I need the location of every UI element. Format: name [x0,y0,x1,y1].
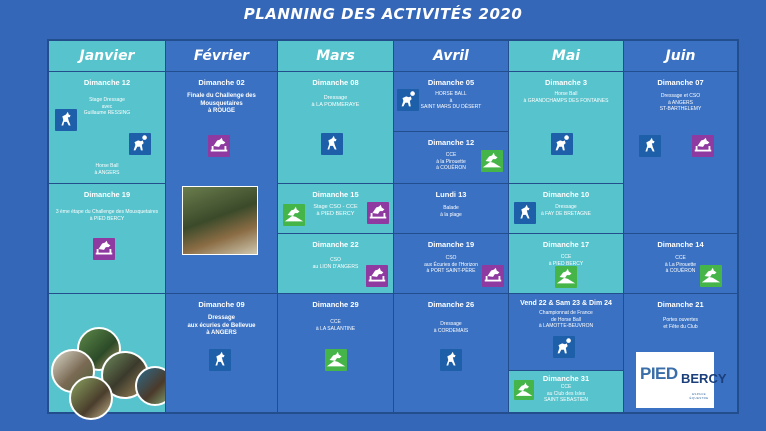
event-line: à ANGERS [94,169,120,176]
event-fevrier-09 [165,293,278,413]
logo-tagline: ESPACE ÉQUESTRE [689,392,709,400]
month-header-fevrier [165,40,278,72]
event-day: Dimanche 22 [312,240,359,249]
event-day: Dimanche 02 [198,78,245,87]
event-day: Dimanche 07 [657,78,704,87]
event-line: aux écuries de Bellevue [187,322,256,329]
photo-circle [69,376,113,420]
event-day: Dimanche 14 [657,240,704,249]
event-day: Dimanche 09 [198,300,245,309]
event-juin-14 [623,233,738,294]
event-day: Dimanche 29 [312,300,359,309]
event-mars-08 [277,71,394,184]
event-day: Dimanche 15 [312,190,359,199]
event-janvier-12 [48,71,166,184]
dressage-icon [209,349,231,371]
event-mars-22 [277,233,394,294]
event-day: Dimanche 26 [427,300,475,309]
event-line: à LAMOTTE-BEUVRON [538,323,594,329]
event-line: Mousquetaires [200,100,243,107]
event-line: au Club des Isles [546,390,586,397]
event-day: Dimanche 12 [83,78,131,87]
cce-icon [555,266,577,288]
event-avril-05 [393,71,509,132]
cso-icon [366,265,388,287]
month-header-mars [277,40,394,72]
event-line: CCE [445,152,457,158]
event-mai-03 [508,71,624,184]
logo-text: PIED [640,364,678,383]
event-line: à ROUGE [207,108,235,114]
event-mars-15 [277,183,394,234]
event-line: Dressage [555,204,577,210]
event-day: Dimanche 31 [542,374,590,383]
event-line: à FAY DE BRETAGNE [540,210,591,217]
event-line: HORSE BALL [435,91,467,97]
event-text [166,93,277,116]
event-avril-19 [393,233,509,294]
cso-icon [692,135,714,157]
event-avril-12 [393,131,509,184]
month-label: Mai [551,48,581,64]
event-line: Dressage [323,95,348,101]
pied-bercy-logo [636,352,727,408]
event-day: Dimanche 3 [544,78,588,87]
month-label: Juin [665,48,696,64]
event-line: à COUËRON [436,165,466,171]
event-janvier-19 [48,183,166,294]
event-line: CCE [560,384,572,390]
event-photo [182,186,258,255]
event-line: de Horse Ball [550,316,581,323]
event-text [166,315,277,338]
event-line: au LION D'ANGERS [312,263,359,270]
event-line: 3 ème étape du Challenge des Mousquetaires [55,209,159,215]
event-line: Dressage [207,315,236,321]
event-line: à PORT SAINT-PÈRE [426,268,476,274]
event-line: CCE [560,254,572,260]
event-line: à PIED BERCY [548,260,584,267]
month-header-mai [508,40,624,72]
event-line: SAINT MARS DU DÉSERT [420,104,482,110]
month-label: Avril [433,48,469,64]
month-label: Janvier [79,48,135,64]
event-day: Dimanche 05 [427,78,475,87]
event-line: Dressage et CSO [660,93,701,99]
event-text [49,209,165,222]
photo-collage-cell [48,293,166,413]
dressage-icon [639,135,661,157]
event-line: à la plage [440,211,462,218]
month-header-janvier [48,40,166,72]
event-line: Guillaume RESSING [83,110,131,116]
dressage-icon [55,109,77,131]
event-text [278,95,393,108]
event-line: Horse Ball [554,91,578,97]
event-line: CCE [675,255,686,261]
horse-ball-icon [551,133,573,155]
event-day: Dimanche 10 [542,190,590,199]
event-text [49,163,165,176]
event-text [624,317,737,330]
event-line: à ANGERS [667,99,693,106]
cso-icon [93,238,115,260]
event-line: à LA SALANTINE [315,325,356,332]
event-line: à la Pirouette [436,158,466,165]
event-line: Stage Dressage [89,97,125,103]
cso-icon [367,202,389,224]
event-line: et Fête du Club [663,323,698,330]
event-text [394,321,508,334]
event-day: Lundi 13 [435,190,467,199]
horse-ball-icon [397,89,419,111]
page-title: PLANNING DES ACTIVITÉS 2020 [243,5,523,23]
month-label: Février [193,48,250,64]
cce-icon [514,380,534,400]
event-mai-22-24 [508,293,624,371]
event-line: Horse Ball [95,163,119,169]
event-line: Finale du Challenge des [187,93,256,99]
event-line: ST-BARTHELEMY [659,106,702,112]
event-day: Dimanche 21 [657,300,704,309]
event-line: avec [101,103,113,110]
event-line: à La Pirouette [664,261,697,268]
event-line: SAINT SEBASTIEN [543,397,589,403]
event-juin-21 [623,293,738,413]
event-line: à LA POMMERAYE [311,101,360,108]
event-juin-07 [623,71,738,234]
event-line: à ANGERS [206,330,237,336]
event-text [624,93,737,113]
planning-grid [47,39,739,414]
logo-text: BERCY [681,371,727,386]
event-day: Dimanche 19 [427,240,475,249]
horse-ball-icon [129,133,151,155]
event-mai-17 [508,233,624,294]
event-avril-26 [393,293,509,413]
cso-icon [208,135,230,157]
cce-icon [283,204,305,226]
event-line: à PIED BERCY [89,215,125,222]
event-day: Vend 22 & Sam 23 & Dim 24 [520,300,612,307]
event-line: CCE [330,319,341,325]
dressage-icon [440,349,462,371]
event-text [509,91,623,104]
event-text [394,205,508,218]
event-line: à PIED BERCY [316,210,355,217]
event-text [509,310,623,330]
dressage-icon [321,133,343,155]
event-line: CSO [330,257,341,263]
event-line: à [449,97,453,104]
event-mai-31 [508,370,624,413]
event-line: Championnat de France [539,310,593,316]
event-line: à CORDEMAIS [433,327,469,334]
month-header-juin [623,40,738,72]
event-mai-10 [508,183,624,234]
event-line: Portes ouvertes [662,317,699,323]
event-day: Dimanche 12 [427,138,475,147]
event-line: Stage CSO - CCE [313,204,358,210]
event-mars-29 [277,293,394,413]
cce-icon [481,150,503,172]
month-header-avril [393,40,509,72]
event-line: aux Écuries de l'Horizon [424,261,478,268]
cce-icon [325,349,347,371]
event-text [278,319,393,332]
event-line: à COUËRON [665,268,696,274]
event-day: Dimanche 17 [542,240,590,249]
event-line: Dressage [440,321,462,327]
cce-icon [700,265,722,287]
cso-icon [482,265,504,287]
event-avril-13 [393,183,509,234]
month-label: Mars [316,48,355,64]
event-line: à GRANDCHAMPS DES FONTAINES [523,97,609,104]
event-line: CSO [445,255,457,261]
event-day: Dimanche 19 [83,190,131,199]
event-line: Balade [443,205,459,211]
event-day: Dimanche 08 [312,78,359,87]
dressage-icon [514,202,536,224]
horse-ball-icon [553,336,575,358]
event-fevrier-02 [165,71,278,294]
